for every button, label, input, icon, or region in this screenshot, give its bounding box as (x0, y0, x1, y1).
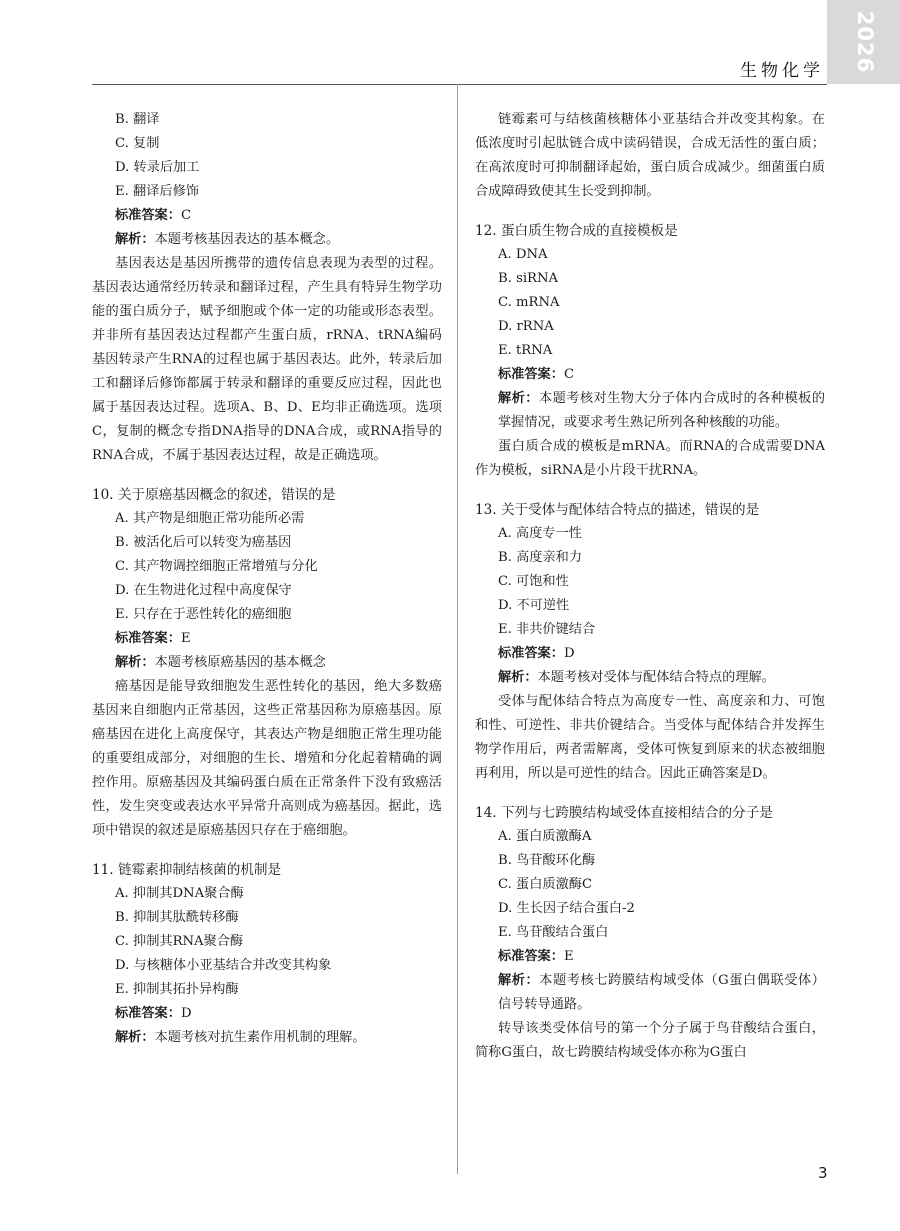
question-9-tail (92, 108, 442, 468)
q13-option-d: D. 不可逆性 (498, 598, 570, 613)
answer-label: 标准答案： (498, 949, 564, 964)
q11-option-c: C. 抑制其RNA聚合酶 (115, 934, 244, 949)
q10-option-c: C. 其产物调控细胞正常增殖与分化 (115, 559, 318, 574)
q9-answer (92, 204, 442, 228)
left-column (92, 108, 442, 1050)
q13-answer (475, 642, 825, 666)
q14-answer (475, 945, 825, 969)
q12-option-c: C. mRNA (498, 295, 560, 310)
answer-value: D (180, 1006, 192, 1021)
q14-option-b: B. 鸟苷酸环化酶 (498, 853, 596, 868)
q10-analysis (92, 651, 442, 675)
q14-option-e: E. 鸟苷酸结合蛋白 (498, 925, 609, 940)
page-number: 3 (818, 1164, 828, 1182)
answer-label: 标准答案： (498, 646, 564, 661)
q13-option-b: B. 高度亲和力 (498, 550, 583, 565)
q11-title: 11. 链霉素抑制结核菌的机制是 (92, 862, 282, 878)
q9-option-b: B. 翻译 (115, 112, 160, 127)
answer-label: 标准答案： (115, 1006, 181, 1021)
q11-option-d: D. 与核糖体小亚基结合并改变其构象 (115, 958, 332, 973)
answer-value: E (563, 949, 574, 964)
q14-title: 14. 下列与七跨膜结构域受体直接相结合的分子是 (475, 805, 773, 821)
q12-analysis (475, 387, 825, 435)
year-label: 2026 (853, 10, 877, 74)
q9-option-e: E. 翻译后修饰 (115, 184, 199, 199)
q14-analysis (475, 969, 825, 1017)
question-14 (475, 801, 825, 1065)
q12-option-d: D. rRNA (498, 319, 554, 334)
analysis-label: 解析： (115, 655, 155, 670)
analysis-label: 解析： (498, 670, 538, 685)
q10-option-a: A. 其产物是细胞正常功能所必需 (115, 511, 305, 526)
q12-option-a: A. DNA (498, 247, 548, 262)
answer-label: 标准答案： (115, 208, 181, 223)
analysis-text: 本题考核七跨膜结构域受体（G蛋白偶联受体）信号转导通路。 (498, 973, 825, 1012)
q10-answer (92, 627, 442, 651)
q9-explanation: 基因表达是基因所携带的遗传信息表现为表型的过程。基因表达通常经历转录和翻译过程，产生具有特异生物学功能的蛋白质分子，赋予细胞或个体一定的功能或形态表型。并非所有基因表达过程都产生蛋白质，rRNA、tRNA编码基因转录产生RNA的过程也属于基因表达。此外，转录后加工和翻译后修饰都属于转录和翻译的重要反应过程，因此也属于基因表达过程。选项A、B、D、E均非正确选项。选项C，复制的概念专指DNA指导的DNA合成，或RNA指导的RNA合成，不属于基因表达过程，故是正确选项。 (92, 256, 442, 463)
analysis-text: 本题考核基因表达的基本概念。 (154, 232, 340, 247)
answer-value: C (563, 367, 575, 382)
question-13 (475, 498, 825, 786)
analysis-text: 本题考核对生物大分子体内合成时的各种模板的掌握情况，或要求考生熟记所列各种核酸的功能。 (498, 391, 826, 430)
subject-header: 生物化学 (740, 61, 824, 81)
q13-option-a: A. 高度专一性 (498, 526, 582, 541)
q11-option-e: E. 抑制其拓扑异构酶 (115, 982, 239, 997)
q11-answer (92, 1002, 442, 1026)
q14-option-d: D. 生长因子结合蛋白-2 (498, 901, 635, 916)
answer-value: D (563, 646, 575, 661)
q12-option-b: B. siRNA (498, 271, 559, 286)
analysis-label: 解析： (498, 973, 540, 988)
q11-analysis (92, 1026, 442, 1050)
question-10 (92, 483, 442, 843)
answer-value: E (180, 631, 191, 646)
analysis-text: 本题考核原癌基因的基本概念 (154, 655, 326, 670)
header-rule (92, 84, 827, 85)
q11-option-b: B. 抑制其肽酰转移酶 (115, 910, 239, 925)
answer-value: C (180, 208, 192, 223)
q12-title: 12. 蛋白质生物合成的直接模板是 (475, 223, 678, 239)
q13-title: 13. 关于受体与配体结合特点的描述，错误的是 (475, 502, 760, 518)
q12-explanation: 蛋白质合成的模板是mRNA。而RNA的合成需要DNA作为模板，siRNA是小片段干扰RNA。 (475, 439, 825, 478)
q13-option-e: E. 非共价键结合 (498, 622, 596, 637)
answer-label: 标准答案： (115, 631, 181, 646)
right-column (475, 108, 825, 1065)
q11-option-a: A. 抑制其DNA聚合酶 (115, 886, 244, 901)
q14-option-a: A. 蛋白质激酶A (498, 829, 592, 844)
answer-label: 标准答案： (498, 367, 564, 382)
q10-explanation: 癌基因是能导致细胞发生恶性转化的基因，绝大多数癌基因来自细胞内正常基因，这些正常基因称为原癌基因。原癌基因在进化上高度保守，其表达产物是细胞正常生理功能的重要组成部分，对细胞的生长、增殖和分化起着精确的调控作用。原癌基因及其编码蛋白质在正常条件下没有致癌活性，发生突变或表达水平异常升高则成为癌基因。据此，选项中错误的叙述是原癌基因只存在于癌细胞。 (92, 679, 442, 838)
q12-answer (475, 363, 825, 387)
q12-option-e: E. tRNA (498, 343, 553, 358)
q10-option-d: D. 在生物进化过程中高度保守 (115, 583, 292, 598)
q13-analysis (475, 666, 825, 690)
q9-option-c: C. 复制 (115, 136, 160, 151)
q13-option-c: C. 可饱和性 (498, 574, 569, 589)
q9-option-d: D. 转录后加工 (115, 160, 200, 175)
q11-explanation: 链霉素可与结核菌核糖体小亚基结合并改变其构象。在低浓度时引起肽链合成中读码错误，合成无活性的蛋白质；在高浓度时可抑制翻译起始，蛋白质合成减少。细菌蛋白质合成障碍致使其生长受到抑制。 (475, 112, 825, 199)
analysis-label: 解析： (115, 1030, 155, 1045)
q10-option-b: B. 被活化后可以转变为癌基因 (115, 535, 292, 550)
question-12 (475, 219, 825, 483)
q9-analysis (92, 228, 442, 252)
analysis-label: 解析： (115, 232, 155, 247)
question-11 (92, 858, 442, 1050)
q10-title: 10. 关于原癌基因概念的叙述，错误的是 (92, 487, 336, 503)
q13-explanation: 受体与配体结合特点为高度专一性、高度亲和力、可饱和性、可逆性、非共价键结合。当受体与配体结合并发挥生物学作用后，两者需解离，受体可恢复到原来的状态被细胞再利用，所以是可逆性的结合。因此正确答案是D。 (475, 694, 825, 781)
q10-option-e: E. 只存在于恶性转化的癌细胞 (115, 607, 292, 622)
analysis-text: 本题考核对抗生素作用机制的理解。 (154, 1030, 366, 1045)
q14-explanation: 转导该类受体信号的第一个分子属于鸟苷酸结合蛋白，简称G蛋白，故七跨膜结构域受体亦称为G蛋白 (475, 1021, 825, 1060)
analysis-label: 解析： (498, 391, 539, 406)
column-divider (457, 84, 458, 1174)
analysis-text: 本题考核对受体与配体结合特点的理解。 (537, 670, 775, 685)
q14-option-c: C. 蛋白质激酶C (498, 877, 593, 892)
